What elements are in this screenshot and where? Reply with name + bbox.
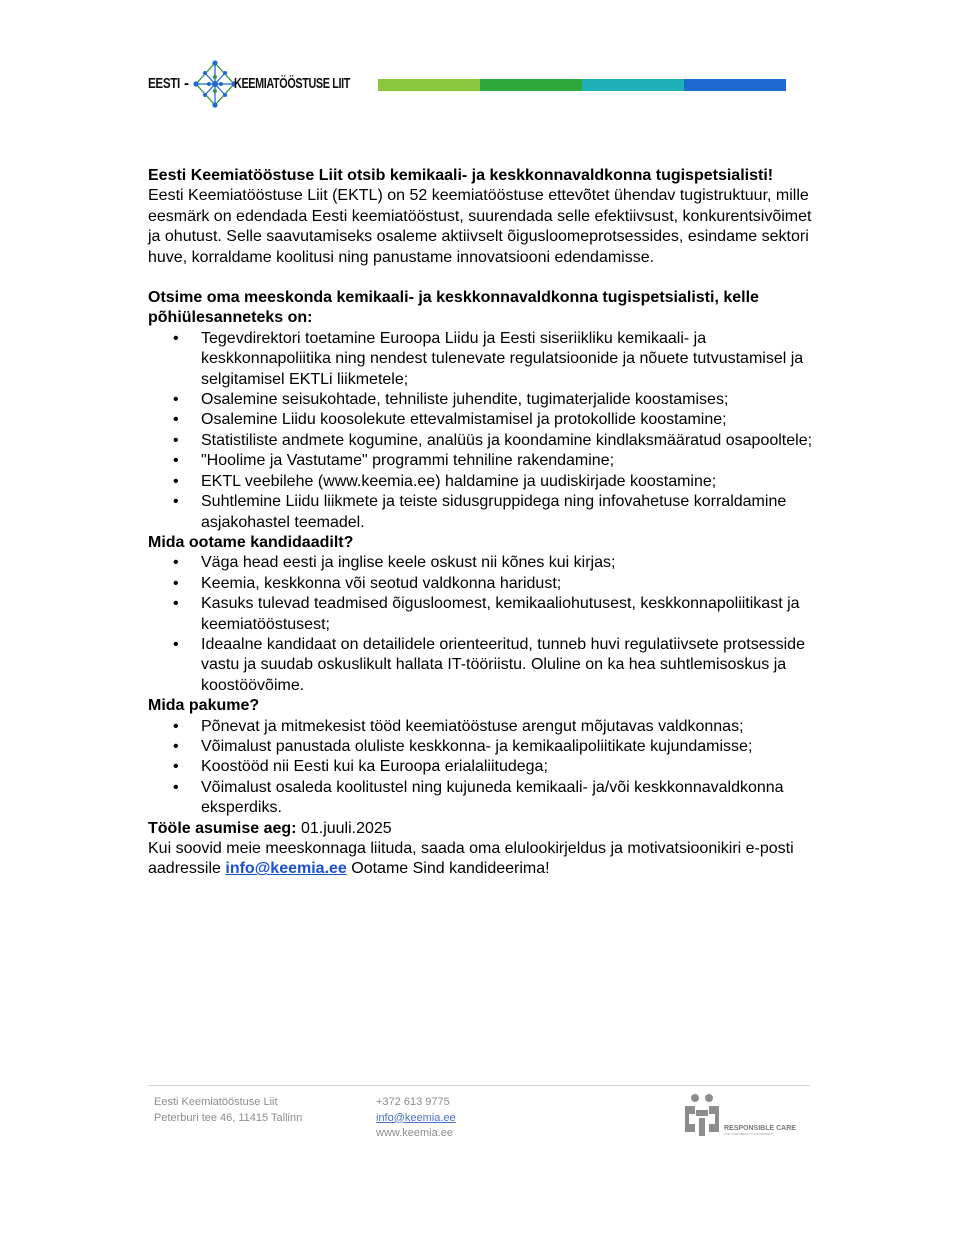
list-item: • Keemia, keskkonna või seotud valdkonna haridust; [148, 574, 818, 594]
responsible-care-logo-icon [683, 1092, 813, 1138]
tasks-heading: Otsime oma meeskonda kemikaali- ja keskkonnavaldkonna tugispetsialisti, kelle põhiülesanneteks on: [148, 289, 759, 327]
list-item: • Võimalust osaleda koolitustel ning kujuneda kemikaali- ja/või keskkonnavaldkonna eksperdiks. [148, 778, 818, 819]
expect-list [148, 553, 818, 696]
list-item: • Osalemine seisukohtade, tehniliste juhendite, tugimaterjalide koostamises; [148, 390, 818, 410]
list-item: • Tegevdirektori toetamine Euroopa Liidu ja Eesti siseriikliku kemikaali- ja keskkonnapoliitika ning nendest tulenevate regulatsioonide ja nõuete tutvustamisel ja selgitamisel EKTLi liikmetele; [148, 329, 818, 390]
list-item: • Osalemine Liidu koosolekute ettevalmistamisel ja protokollide koostamine; [148, 410, 818, 430]
footer-phone: +372 613 9775 [376, 1096, 450, 1108]
list-item: • Statistiliste andmete kogumine, analüüs ja koondamine kindlaksmääratud osapooltele; [148, 431, 818, 451]
offer-list [148, 717, 818, 819]
responsible-care-wordmark: RESPONSIBLE CARE [724, 1125, 796, 1132]
list-item: • Põnevat ja mitmekesist tööd keemiatööstuse arengut mõjutavas valdkonnas; [148, 717, 818, 737]
list-item: • Võimalust panustada oluliste keskkonna- ja kemikaalipoliitikate kujundamisse; [148, 737, 818, 757]
list-item: • Koostööd nii Eesti kui ka Euroopa erialaliitudega; [148, 757, 818, 777]
offer-heading: Mida pakume? [148, 697, 260, 715]
header-color-bar-4 [684, 79, 786, 91]
footer-website: www.keemia.ee [376, 1127, 454, 1140]
list-item: • Kasuks tulevad teadmised õigusloomest, kemikaaliohutusest, keskkonnapoliitikast ja keemiatööstusest; [148, 594, 818, 635]
header-color-bar-1 [378, 79, 480, 91]
list-item: • "Hoolime ja Vastutame" programmi tehniline rakendamine; [148, 451, 818, 471]
apply-email-link[interactable]: info@keemia.ee [225, 860, 347, 878]
list-item: • Ideaalne kandidaat on detailidele orienteeritud, tunneb huvi regulatiivsete protsesside vastu ja suudab oskuslikult hallata IT-tööriistu. Oluline on ka hea suhtlemisoskus ja koostöövõime. [148, 635, 818, 696]
logo-dash: - [184, 75, 189, 92]
logo-text-keemiatoostuse-liit: KEEMIATÖÖSTUSE LIIT [234, 75, 350, 92]
header-color-bar-3 [582, 79, 684, 91]
apply-closing: Ootame Sind kandideerima! [346, 860, 550, 878]
start-date-line [148, 819, 818, 839]
apply-text: Kui soovid meie meeskonnaga liituda, saada oma elulookirjeldus ja motivatsioonikiri e-posti aadressile [148, 840, 794, 878]
logo-text-eesti: EESTI [148, 75, 180, 92]
apply-paragraph [148, 839, 818, 880]
job-posting [148, 166, 818, 880]
footer-org-name: Eesti Keemiatööstuse Liit [154, 1096, 278, 1108]
footer-divider [148, 1085, 810, 1086]
footer-email-link[interactable]: info@keemia.ee [376, 1111, 456, 1124]
footer-address: Peterburi tee 46, 11415 Tallinn [154, 1111, 303, 1124]
page-title: Eesti Keemiatööstuse Liit otsib kemikaali- ja keskkonnavaldkonna tugispetsialisti! [148, 167, 774, 184]
list-item: • Väga head eesti ja inglise keele oskust nii kõnes kui kirjas; [148, 553, 818, 573]
tasks-list [148, 329, 818, 533]
list-item: • Suhtlemine Liidu liikmete ja teiste sidusgruppidega ning infovahetuse korraldamine asjakohastel teemadel. [148, 492, 818, 533]
expect-heading: Mida ootame kandidaadilt? [148, 533, 354, 551]
responsible-care-tagline: OUR COMMITMENT TO SUSTAINABILITY [724, 1133, 774, 1136]
start-date-value: 01.juuli.2025 [296, 819, 392, 837]
header-color-bar-2 [480, 79, 582, 91]
header [148, 58, 788, 114]
intro-paragraph: Eesti Keemiatööstuse Liit (EKTL) on 52 keemiatööstuse ettevõtet ühendav tugistruktuur, mille eesmärk on edendada Eesti keemiatööstust, suurendada selle efektiivsust, konkurentsivõimet ja ohutust. Selle saavutamiseks osaleme aktiivselt õigusloomeprotsessides, esindame sektori huve, korraldame koolitusi ning panustame innovatsiooni edendamisse. [148, 187, 812, 266]
footer-contacts [376, 1095, 456, 1142]
footer-org [154, 1095, 302, 1126]
start-date-label: Tööle asumise aeg: [148, 819, 297, 837]
list-item: • EKTL veebilehe (www.keemia.ee) haldamine ja uudiskirjade koostamine; [148, 472, 818, 492]
